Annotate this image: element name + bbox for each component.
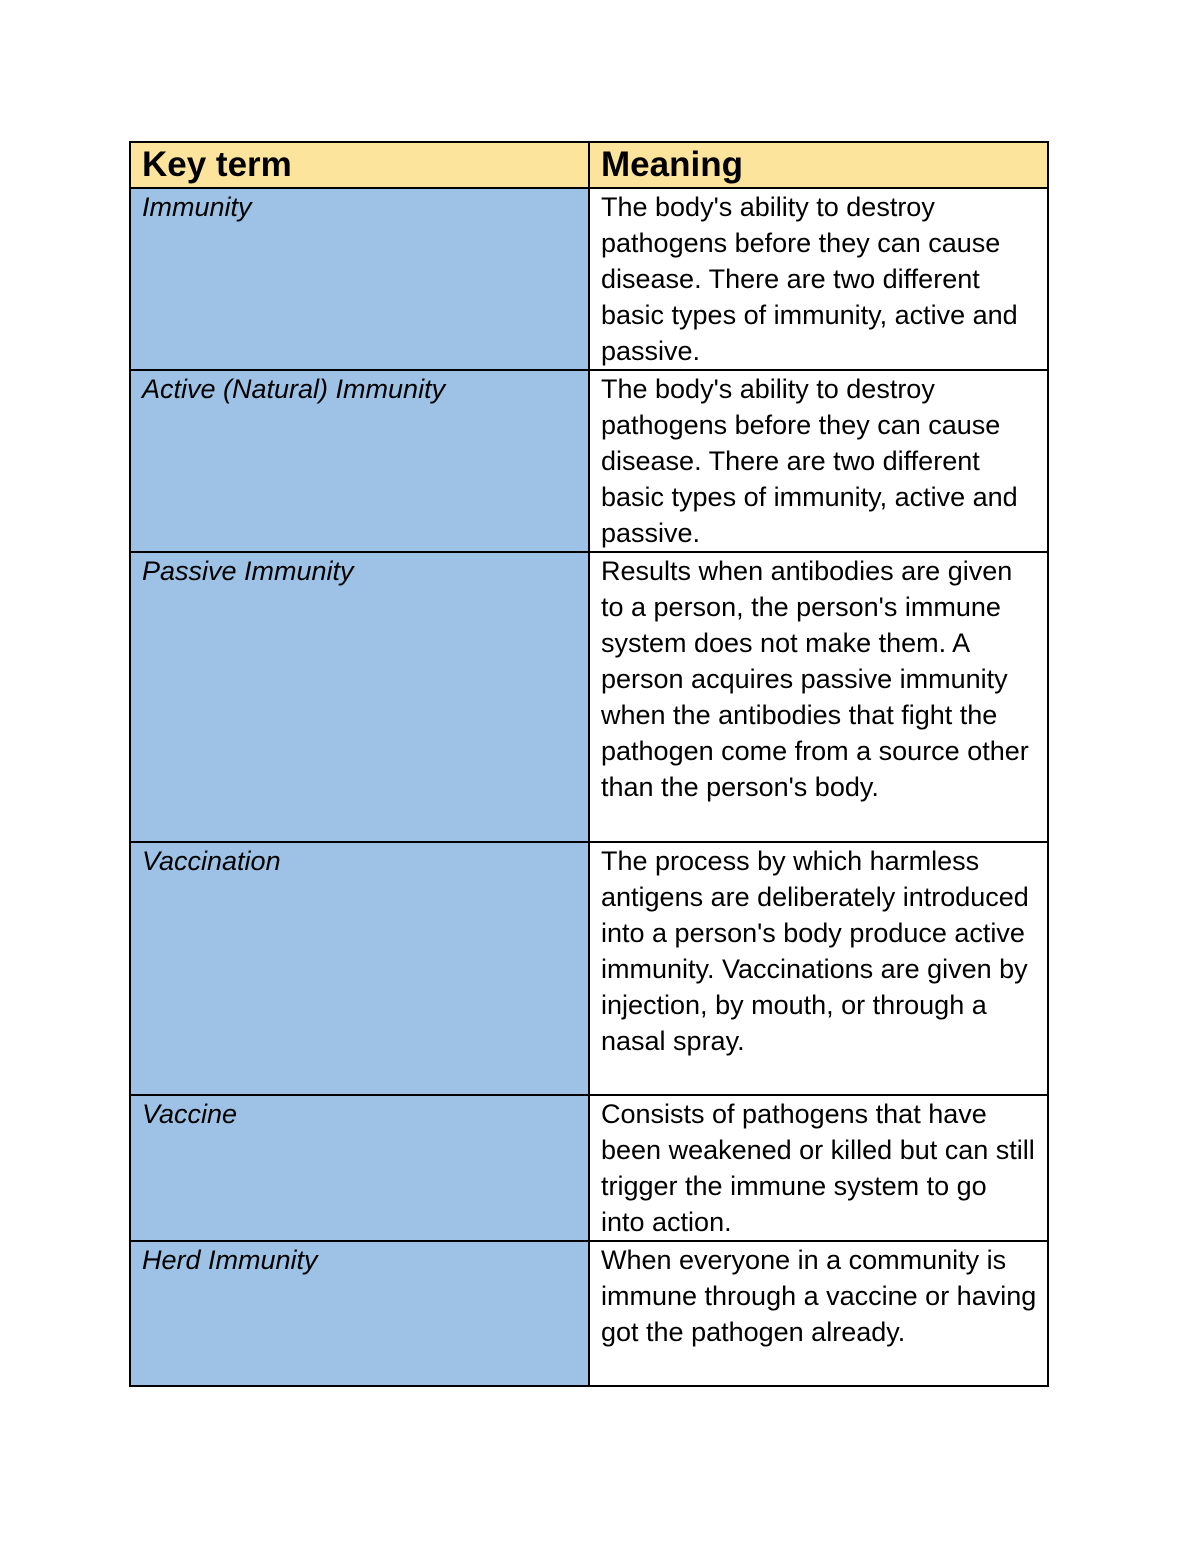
- key-terms-table: [129, 141, 1049, 1387]
- meaning-cell: The process by which harmless antigens are deliberately introduced into a person's body produce active immunity. Vaccinations are given by injection, by mouth, or through a nasal spray.: [589, 842, 1048, 1095]
- header-key-term: Key term: [130, 142, 589, 188]
- meaning-cell: The body's ability to destroy pathogens before they can cause disease. There are two different basic types of immunity, active and passive.: [589, 370, 1048, 552]
- meaning-cell: When everyone in a community is immune through a vaccine or having got the pathogen already.: [589, 1241, 1048, 1386]
- meaning-cell: Consists of pathogens that have been weakened or killed but can still trigger the immune system to go into action.: [589, 1095, 1048, 1241]
- key-term-cell: Herd Immunity: [130, 1241, 589, 1386]
- table-row: [130, 1095, 1048, 1241]
- key-term-cell: Vaccine: [130, 1095, 589, 1241]
- table-row: [130, 370, 1048, 552]
- table-header-row: [130, 142, 1048, 188]
- key-term-cell: Immunity: [130, 188, 589, 370]
- key-term-cell: Passive Immunity: [130, 552, 589, 842]
- key-term-cell: Active (Natural) Immunity: [130, 370, 589, 552]
- table-row: [130, 842, 1048, 1095]
- table-row: [130, 188, 1048, 370]
- meaning-cell: The body's ability to destroy pathogens before they can cause disease. There are two different basic types of immunity, active and passive.: [589, 188, 1048, 370]
- header-meaning: Meaning: [589, 142, 1048, 188]
- table-row: [130, 1241, 1048, 1386]
- meaning-cell: Results when antibodies are given to a person, the person's immune system does not make them. A person acquires passive immunity when the antibodies that fight the pathogen come from a source other than the person's body.: [589, 552, 1048, 842]
- table-row: [130, 552, 1048, 842]
- key-term-cell: Vaccination: [130, 842, 589, 1095]
